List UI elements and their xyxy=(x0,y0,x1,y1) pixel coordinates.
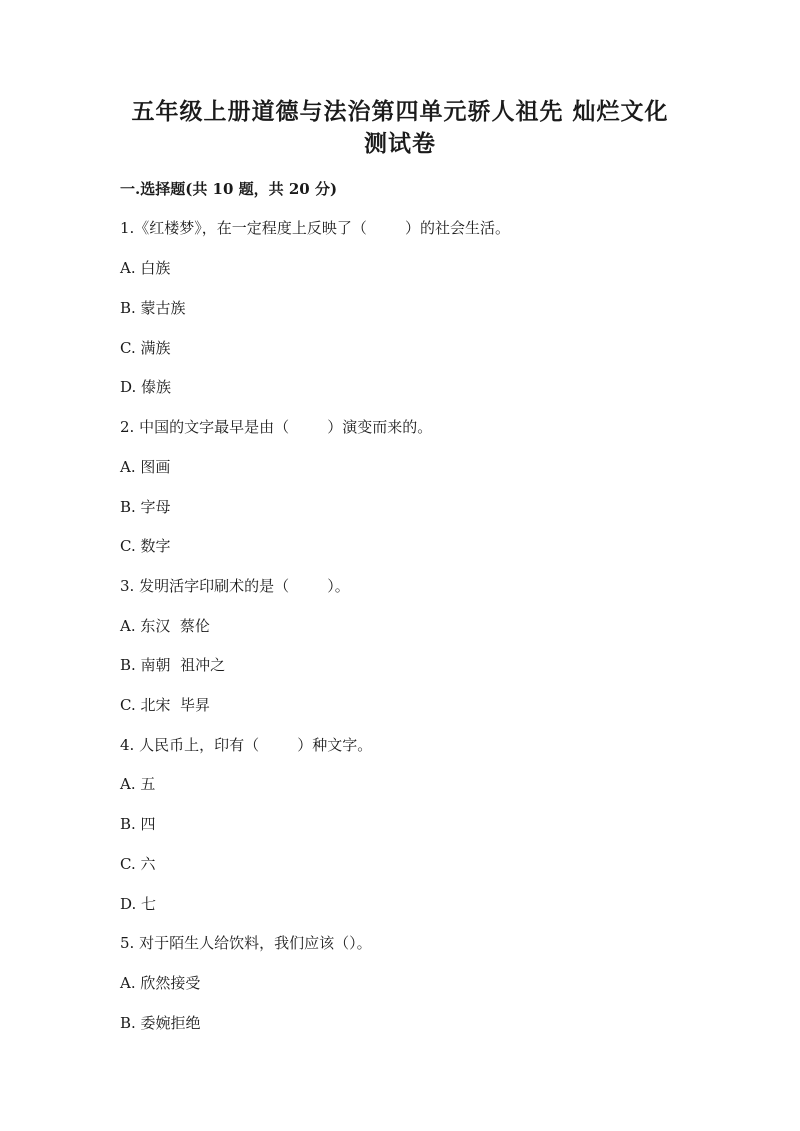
document-title-line-2: 测试卷 xyxy=(364,130,436,157)
question-5-stem: 5. 对于陌生人给饮料，我们应该（）。 xyxy=(120,934,372,952)
question-4-stem: 4. 人民币上，印有（ ）种文字。 xyxy=(120,736,373,754)
section-heading: 一.选择题(共 10 题，共 20 分) xyxy=(120,180,338,198)
question-4-option-d: D. 七 xyxy=(120,895,157,913)
question-5-option-b: B. 委婉拒绝 xyxy=(120,1014,201,1032)
question-2-stem: 2. 中国的文字最早是由（ ）演变而来的。 xyxy=(120,418,433,436)
question-1-option-a: A. 白族 xyxy=(120,259,171,277)
question-1-stem: 1.《红楼梦》，在一定程度上反映了（ ）的社会生活。 xyxy=(120,219,510,237)
question-3-option-a: A. 东汉 蔡伦 xyxy=(120,617,210,635)
question-3-option-c: C. 北宋 毕昇 xyxy=(120,696,211,714)
question-4-option-b: B. 四 xyxy=(120,815,156,833)
question-2-option-a: A. 图画 xyxy=(120,458,171,476)
question-1-option-b: B. 蒙古族 xyxy=(120,299,186,317)
question-3-option-b: B. 南朝 祖冲之 xyxy=(120,656,226,674)
question-1-option-c: C. 满族 xyxy=(120,339,171,357)
question-4-option-c: C. 六 xyxy=(120,855,156,873)
question-1-option-d: D. 傣族 xyxy=(120,378,172,396)
question-2-option-c: C. 数字 xyxy=(120,537,171,555)
document-title-line-1: 五年级上册道德与法治第四单元骄人祖先 灿烂文化 xyxy=(131,98,669,125)
question-3-stem: 3. 发明活字印刷术的是（ ）。 xyxy=(120,577,350,595)
question-5-option-a: A. 欣然接受 xyxy=(120,974,201,992)
question-2-option-b: B. 字母 xyxy=(120,498,171,516)
question-4-option-a: A. 五 xyxy=(120,775,156,793)
